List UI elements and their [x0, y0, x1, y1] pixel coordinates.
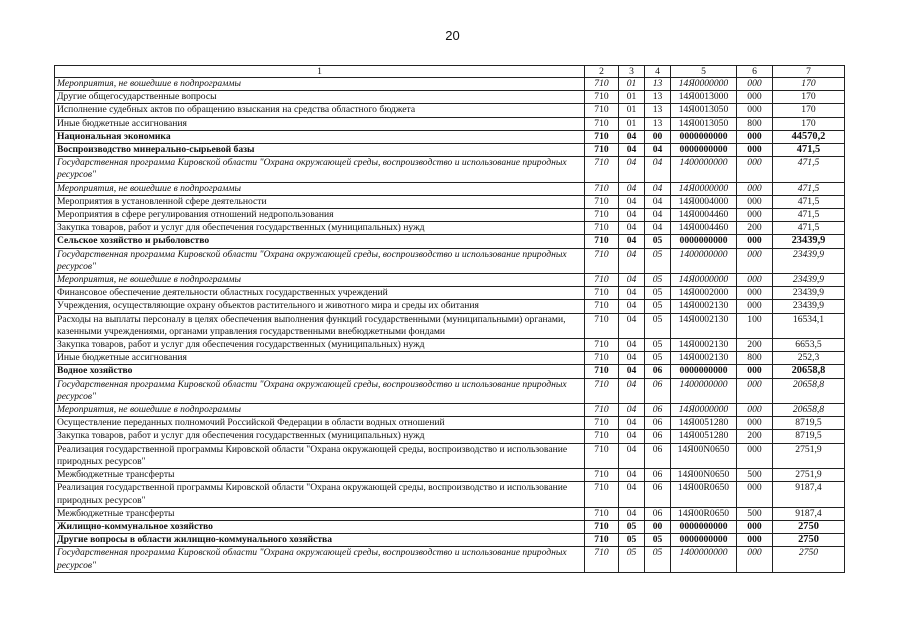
- expense-type: 000: [737, 287, 773, 300]
- table-row: [55, 378, 845, 403]
- section-code: 04: [619, 507, 645, 520]
- target-article: 14Я0051280: [671, 417, 737, 430]
- row-name: Национальная экономика: [55, 130, 585, 143]
- expense-type: 100: [737, 313, 773, 338]
- section-code: 04: [619, 195, 645, 208]
- expense-type: 000: [737, 547, 773, 572]
- ministry-code: 710: [585, 130, 619, 143]
- section-code: 04: [619, 287, 645, 300]
- expense-type: 000: [737, 144, 773, 157]
- ministry-code: 710: [585, 300, 619, 313]
- table-row: [55, 547, 845, 572]
- subsection-code: 06: [645, 404, 671, 417]
- target-article: 14Я0004460: [671, 222, 737, 235]
- section-code: 05: [619, 520, 645, 533]
- amount: 471,5: [773, 209, 845, 222]
- header-cell: 4: [645, 66, 671, 78]
- amount: 20658,8: [773, 365, 845, 378]
- ministry-code: 710: [585, 195, 619, 208]
- subsection-code: 04: [645, 209, 671, 222]
- section-code: 04: [619, 378, 645, 403]
- section-code: 04: [619, 182, 645, 195]
- amount: 471,5: [773, 222, 845, 235]
- ministry-code: 710: [585, 365, 619, 378]
- header-cell: 3: [619, 66, 645, 78]
- section-code: 01: [619, 104, 645, 117]
- expense-type: 000: [737, 209, 773, 222]
- subsection-code: 05: [645, 352, 671, 365]
- amount: 471,5: [773, 157, 845, 182]
- ministry-code: 710: [585, 91, 619, 104]
- table-row: [55, 195, 845, 208]
- table-row: [55, 417, 845, 430]
- header-cell: 1: [55, 66, 585, 78]
- row-name: Межбюджетные трансферты: [55, 507, 585, 520]
- table-row: [55, 365, 845, 378]
- table-row: [55, 482, 845, 507]
- table-row: [55, 287, 845, 300]
- subsection-code: 05: [645, 339, 671, 352]
- row-name: Водное хозяйство: [55, 365, 585, 378]
- section-code: 04: [619, 209, 645, 222]
- expense-type: 000: [737, 274, 773, 287]
- row-name: Воспроизводство минерально-сырьевой базы: [55, 144, 585, 157]
- ministry-code: 710: [585, 209, 619, 222]
- table-row: [55, 534, 845, 547]
- subsection-code: 06: [645, 443, 671, 468]
- subsection-code: 05: [645, 274, 671, 287]
- amount: 9187,4: [773, 507, 845, 520]
- ministry-code: 710: [585, 157, 619, 182]
- table-row: [55, 117, 845, 130]
- expense-type: 000: [737, 195, 773, 208]
- section-code: 04: [619, 313, 645, 338]
- amount: 23439,9: [773, 274, 845, 287]
- expense-type: 000: [737, 248, 773, 273]
- section-code: 04: [619, 235, 645, 248]
- section-code: 05: [619, 534, 645, 547]
- target-article: 1400000000: [671, 547, 737, 572]
- subsection-code: 05: [645, 248, 671, 273]
- target-article: 14Я0002130: [671, 352, 737, 365]
- table-header-row: [55, 66, 845, 78]
- section-code: 01: [619, 91, 645, 104]
- header-cell: 6: [737, 66, 773, 78]
- subsection-code: 04: [645, 144, 671, 157]
- row-name: Сельское хозяйство и рыболовство: [55, 235, 585, 248]
- amount: 170: [773, 78, 845, 91]
- target-article: 1400000000: [671, 157, 737, 182]
- section-code: 04: [619, 482, 645, 507]
- ministry-code: 710: [585, 339, 619, 352]
- subsection-code: 13: [645, 78, 671, 91]
- row-name: Закупка товаров, работ и услуг для обеспечения государственных (муниципальных) нужд: [55, 339, 585, 352]
- target-article: 14Я0004000: [671, 195, 737, 208]
- section-code: 04: [619, 222, 645, 235]
- subsection-code: 04: [645, 182, 671, 195]
- amount: 2751,9: [773, 469, 845, 482]
- target-article: 14Я0002130: [671, 300, 737, 313]
- row-name: Другие вопросы в области жилищно-коммунального хозяйства: [55, 534, 585, 547]
- row-name: Мероприятия, не вошедшие в подпрограммы: [55, 274, 585, 287]
- ministry-code: 710: [585, 248, 619, 273]
- target-article: 0000000000: [671, 365, 737, 378]
- row-name: Другие общегосударственные вопросы: [55, 91, 585, 104]
- expense-type: 000: [737, 534, 773, 547]
- table-row: [55, 443, 845, 468]
- target-article: 1400000000: [671, 378, 737, 403]
- ministry-code: 710: [585, 547, 619, 572]
- section-code: 01: [619, 117, 645, 130]
- section-code: 04: [619, 430, 645, 443]
- amount: 8719,5: [773, 417, 845, 430]
- target-article: 14Я0000000: [671, 78, 737, 91]
- amount: 6653,5: [773, 339, 845, 352]
- expense-type: 800: [737, 117, 773, 130]
- expense-type: 000: [737, 378, 773, 403]
- table-row: [55, 78, 845, 91]
- amount: 471,5: [773, 195, 845, 208]
- ministry-code: 710: [585, 404, 619, 417]
- target-article: 14Я0000000: [671, 182, 737, 195]
- section-code: 04: [619, 352, 645, 365]
- amount: 9187,4: [773, 482, 845, 507]
- expense-type: 000: [737, 91, 773, 104]
- ministry-code: 710: [585, 235, 619, 248]
- row-name: Мероприятия, не вошедшие в подпрограммы: [55, 182, 585, 195]
- target-article: 0000000000: [671, 144, 737, 157]
- amount: 2751,9: [773, 443, 845, 468]
- target-article: 14Я0002000: [671, 287, 737, 300]
- table-row: [55, 274, 845, 287]
- amount: 471,5: [773, 182, 845, 195]
- row-name: Мероприятия в установленной сфере деятельности: [55, 195, 585, 208]
- section-code: 04: [619, 404, 645, 417]
- row-name: Финансовое обеспечение деятельности областных государственных учреждений: [55, 287, 585, 300]
- ministry-code: 710: [585, 313, 619, 338]
- expense-type: 500: [737, 469, 773, 482]
- subsection-code: 06: [645, 365, 671, 378]
- row-name: Государственная программа Кировской области "Охрана окружающей среды, воспроизводство и использование природных ресурсов": [55, 378, 585, 403]
- table-row: [55, 430, 845, 443]
- table-row: [55, 222, 845, 235]
- subsection-code: 06: [645, 507, 671, 520]
- section-code: 04: [619, 157, 645, 182]
- target-article: 14Я0051280: [671, 430, 737, 443]
- target-article: 14Я00R0650: [671, 507, 737, 520]
- target-article: 14Я0013050: [671, 117, 737, 130]
- subsection-code: 13: [645, 104, 671, 117]
- ministry-code: 710: [585, 222, 619, 235]
- subsection-code: 06: [645, 482, 671, 507]
- table-row: [55, 248, 845, 273]
- amount: 8719,5: [773, 430, 845, 443]
- row-name: Закупка товаров, работ и услуг для обеспечения государственных (муниципальных) нужд: [55, 222, 585, 235]
- amount: 23439,9: [773, 287, 845, 300]
- target-article: 0000000000: [671, 520, 737, 533]
- expense-type: 000: [737, 182, 773, 195]
- header-cell: 2: [585, 66, 619, 78]
- row-name: Государственная программа Кировской области "Охрана окружающей среды, воспроизводство и использование природных ресурсов": [55, 547, 585, 572]
- row-name: Государственная программа Кировской области "Охрана окружающей среды, воспроизводство и использование природных ресурсов": [55, 157, 585, 182]
- table-row: [55, 130, 845, 143]
- subsection-code: 06: [645, 417, 671, 430]
- amount: 170: [773, 91, 845, 104]
- subsection-code: 13: [645, 117, 671, 130]
- ministry-code: 710: [585, 352, 619, 365]
- section-code: 04: [619, 469, 645, 482]
- row-name: Реализация государственной программы Кировской области "Охрана окружающей среды, воспроизводство и использование природных ресурсов": [55, 443, 585, 468]
- section-code: 04: [619, 300, 645, 313]
- table-row: [55, 300, 845, 313]
- row-name: Реализация государственной программы Кировской области "Охрана окружающей среды, воспроизводство и использование природных ресурсов": [55, 482, 585, 507]
- ministry-code: 710: [585, 182, 619, 195]
- target-article: 0000000000: [671, 534, 737, 547]
- expense-type: 200: [737, 430, 773, 443]
- amount: 252,3: [773, 352, 845, 365]
- target-article: 14Я00N0650: [671, 469, 737, 482]
- expense-type: 000: [737, 482, 773, 507]
- table-row: [55, 469, 845, 482]
- expense-type: 000: [737, 78, 773, 91]
- subsection-code: 06: [645, 430, 671, 443]
- table-row: [55, 339, 845, 352]
- ministry-code: 710: [585, 274, 619, 287]
- expense-type: 000: [737, 520, 773, 533]
- target-article: 0000000000: [671, 235, 737, 248]
- subsection-code: 05: [645, 235, 671, 248]
- section-code: 04: [619, 339, 645, 352]
- amount: 23439,9: [773, 235, 845, 248]
- table-row: [55, 235, 845, 248]
- ministry-code: 710: [585, 520, 619, 533]
- expense-type: 000: [737, 130, 773, 143]
- ministry-code: 710: [585, 443, 619, 468]
- amount: 2750: [773, 534, 845, 547]
- target-article: 14Я00R0650: [671, 482, 737, 507]
- expense-type: 000: [737, 157, 773, 182]
- table-row: [55, 313, 845, 338]
- page-number: 20: [445, 28, 460, 43]
- section-code: 04: [619, 443, 645, 468]
- table-row: [55, 507, 845, 520]
- ministry-code: 710: [585, 482, 619, 507]
- ministry-code: 710: [585, 117, 619, 130]
- amount: 170: [773, 117, 845, 130]
- section-code: 04: [619, 130, 645, 143]
- target-article: 14Я0013000: [671, 91, 737, 104]
- amount: 471,5: [773, 144, 845, 157]
- row-name: Исполнение судебных актов по обращению взыскания на средства областного бюджета: [55, 104, 585, 117]
- row-name: Жилищно-коммунальное хозяйство: [55, 520, 585, 533]
- ministry-code: 710: [585, 430, 619, 443]
- target-article: 14Я0004460: [671, 209, 737, 222]
- subsection-code: 05: [645, 287, 671, 300]
- amount: 2750: [773, 520, 845, 533]
- subsection-code: 05: [645, 313, 671, 338]
- amount: 20658,8: [773, 404, 845, 417]
- amount: 44570,2: [773, 130, 845, 143]
- ministry-code: 710: [585, 469, 619, 482]
- table-row: [55, 209, 845, 222]
- row-name: Мероприятия в сфере регулирования отношений недропользования: [55, 209, 585, 222]
- table-row: [55, 91, 845, 104]
- subsection-code: 13: [645, 91, 671, 104]
- row-name: Закупка товаров, работ и услуг для обеспечения государственных (муниципальных) нужд: [55, 430, 585, 443]
- row-name: Мероприятия, не вошедшие в подпрограммы: [55, 404, 585, 417]
- ministry-code: 710: [585, 144, 619, 157]
- expense-type: 000: [737, 443, 773, 468]
- header-cell: 5: [671, 66, 737, 78]
- subsection-code: 05: [645, 534, 671, 547]
- target-article: 0000000000: [671, 130, 737, 143]
- target-article: 14Я0000000: [671, 274, 737, 287]
- section-code: 04: [619, 248, 645, 273]
- subsection-code: 06: [645, 469, 671, 482]
- subsection-code: 00: [645, 520, 671, 533]
- ministry-code: 710: [585, 104, 619, 117]
- table-row: [55, 182, 845, 195]
- section-code: 01: [619, 78, 645, 91]
- subsection-code: 05: [645, 547, 671, 572]
- row-name: Осуществление переданных полномочий Российской Федерации в области водных отношений: [55, 417, 585, 430]
- header-cell: 7: [773, 66, 845, 78]
- expense-type: 000: [737, 300, 773, 313]
- row-name: Государственная программа Кировской области "Охрана окружающей среды, воспроизводство и использование природных ресурсов": [55, 248, 585, 273]
- target-article: 14Я0000000: [671, 404, 737, 417]
- section-code: 04: [619, 274, 645, 287]
- ministry-code: 710: [585, 78, 619, 91]
- subsection-code: 04: [645, 195, 671, 208]
- section-code: 04: [619, 417, 645, 430]
- table-row: [55, 404, 845, 417]
- table-row: [55, 352, 845, 365]
- amount: 2750: [773, 547, 845, 572]
- ministry-code: 710: [585, 378, 619, 403]
- amount: 23439,9: [773, 300, 845, 313]
- expense-type: 000: [737, 235, 773, 248]
- row-name: Расходы на выплаты персоналу в целях обеспечения выполнения функций государственными (муниципальными) органами, казенными учреждениями, органами управления государственными внебюджетными фондами: [55, 313, 585, 338]
- section-code: 04: [619, 144, 645, 157]
- expense-type: 000: [737, 417, 773, 430]
- ministry-code: 710: [585, 287, 619, 300]
- row-name: Межбюджетные трансферты: [55, 469, 585, 482]
- row-name: Иные бюджетные ассигнования: [55, 352, 585, 365]
- row-name: Учреждения, осуществляющие охрану объектов растительного и животного мира и среды их обитания: [55, 300, 585, 313]
- table-row: [55, 520, 845, 533]
- target-article: 14Я00N0650: [671, 443, 737, 468]
- expense-type: 200: [737, 222, 773, 235]
- amount: 16534,1: [773, 313, 845, 338]
- target-article: 14Я0013050: [671, 104, 737, 117]
- expense-type: 500: [737, 507, 773, 520]
- table-row: [55, 157, 845, 182]
- budget-table: [54, 65, 845, 573]
- target-article: 14Я0002130: [671, 339, 737, 352]
- amount: 20658,8: [773, 378, 845, 403]
- subsection-code: 06: [645, 378, 671, 403]
- table-row: [55, 104, 845, 117]
- subsection-code: 00: [645, 130, 671, 143]
- amount: 23439,9: [773, 248, 845, 273]
- target-article: 1400000000: [671, 248, 737, 273]
- expense-type: 000: [737, 404, 773, 417]
- subsection-code: 04: [645, 157, 671, 182]
- target-article: 14Я0002130: [671, 313, 737, 338]
- amount: 170: [773, 104, 845, 117]
- table-row: [55, 144, 845, 157]
- row-name: Иные бюджетные ассигнования: [55, 117, 585, 130]
- ministry-code: 710: [585, 507, 619, 520]
- ministry-code: 710: [585, 534, 619, 547]
- subsection-code: 04: [645, 222, 671, 235]
- section-code: 05: [619, 547, 645, 572]
- expense-type: 000: [737, 104, 773, 117]
- row-name: Мероприятия, не вошедшие в подпрограммы: [55, 78, 585, 91]
- subsection-code: 05: [645, 300, 671, 313]
- section-code: 04: [619, 365, 645, 378]
- expense-type: 000: [737, 365, 773, 378]
- expense-type: 800: [737, 352, 773, 365]
- ministry-code: 710: [585, 417, 619, 430]
- expense-type: 200: [737, 339, 773, 352]
